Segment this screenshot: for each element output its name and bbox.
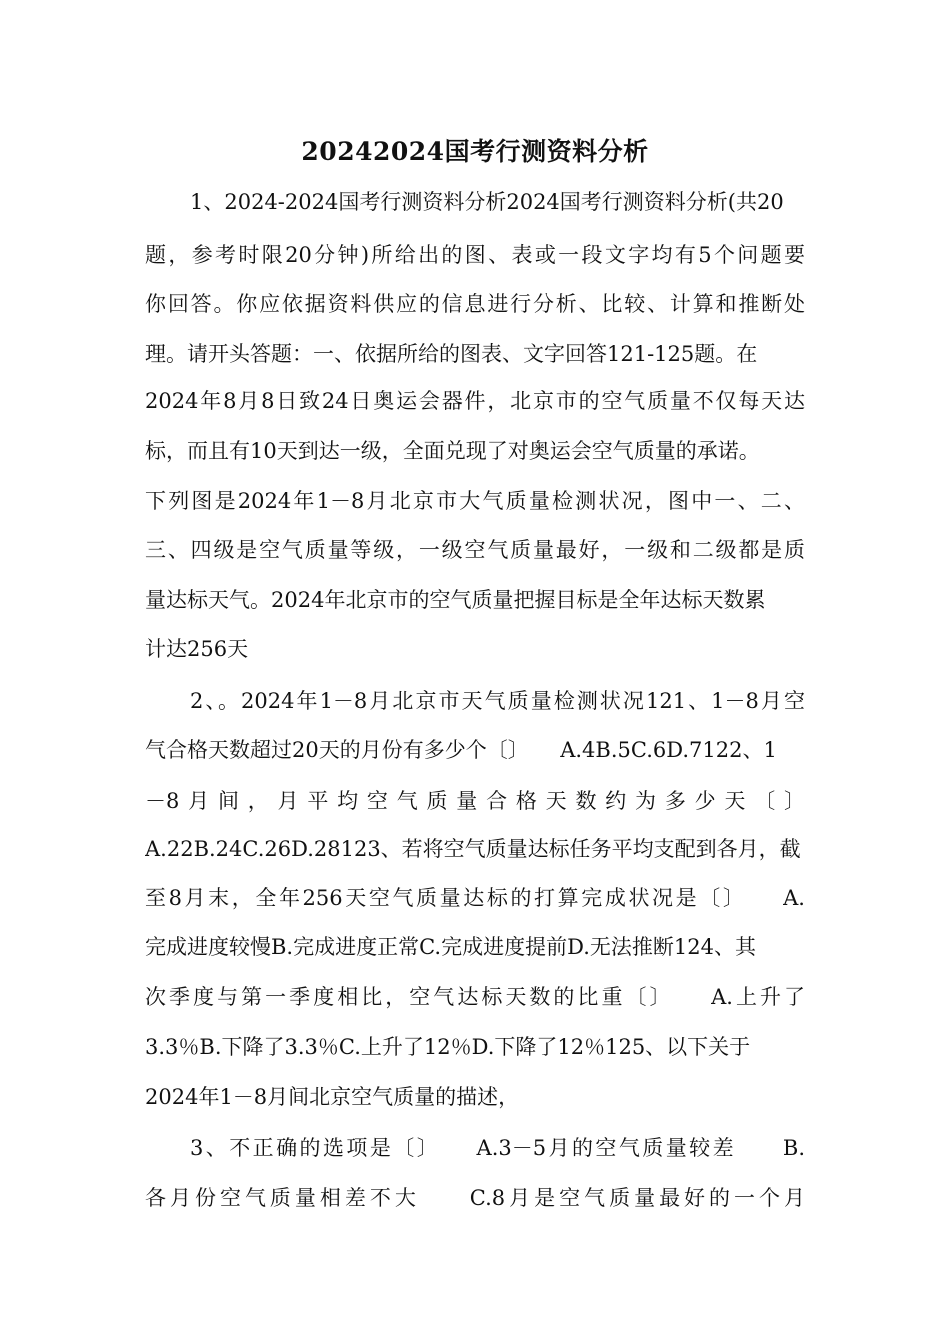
paragraph-2-line-4: A.22B.24C.26D.28123、若将空气质量达标任务平均支配到各月，截 xyxy=(145,837,801,861)
paragraph-1-line-4: 理。请开头答题：一、依据所给的图表、文字回答121-125题。在 xyxy=(145,342,758,366)
paragraph-2-line-3: －8月间，月平均空气质量合格天数约为多少天〔〕 xyxy=(145,789,805,813)
paragraph-1-line-10: 计达256天 xyxy=(145,637,249,661)
paragraph-2-line-1: 2、。2024年1－8月北京市天气质量检测状况121、1－8月空 xyxy=(190,689,805,713)
paragraph-2-line-2: 气合格天数超过20天的月份有多少个〔〕 A.4B.5C.6D.7122、1 xyxy=(145,738,777,762)
paragraph-1-line-7: 下列图是2024年1－8月北京市大气质量检测状况，图中一、二、 xyxy=(145,489,805,513)
paragraph-1-line-5: 2024年8月8日致24日奥运会器件，北京市的空气质量不仅每天达 xyxy=(145,389,805,413)
paragraph-1-line-3: 你回答。你应依据资料供应的信息进行分析、比较、计算和推断处 xyxy=(145,292,805,316)
paragraph-2-line-9: 2024年1－8月间北京空气质量的描述， xyxy=(145,1085,520,1109)
paragraph-3-line-2: 各月份空气质量相差不大 C.8月是空气质量最好的一个月 xyxy=(145,1186,805,1210)
paragraph-1-line-9: 量达标天气。2024年北京市的空气质量把握目标是全年达标天数累 xyxy=(145,588,766,612)
paragraph-2-line-5: 至8月末，全年256天空气质量达标的打算完成状况是〔〕 A. xyxy=(145,886,805,910)
paragraph-2-line-8: 3.3％B.下降了3.3％C.上升了12％D.下降了12％125、以下关于 xyxy=(145,1035,751,1059)
paragraph-1-line-2: 题，参考时限20分钟)所给出的图、表或一段文字均有5个问题要 xyxy=(145,243,805,267)
paragraph-1-line-6: 标，而且有10天到达一级，全面兑现了对奥运会空气质量的承诺。 xyxy=(145,439,760,463)
document-title: 20242024国考行测资料分析 xyxy=(301,137,649,166)
paragraph-1-line-8: 三、四级是空气质量等级，一级空气质量最好，一级和二级都是质 xyxy=(145,538,805,562)
paragraph-2-line-6: 完成进度较慢B.完成进度正常C.完成进度提前D.无法推断124、其 xyxy=(145,935,756,959)
paragraph-2-line-7: 次季度与第一季度相比，空气达标天数的比重〔〕 A.上升了 xyxy=(145,985,805,1009)
paragraph-1-line-1: 1、2024-2024国考行测资料分析2024国考行测资料分析(共20 xyxy=(190,190,784,214)
paragraph-3-line-1: 3、不正确的选项是〔〕 A.3－5月的空气质量较差 B. xyxy=(190,1136,805,1160)
